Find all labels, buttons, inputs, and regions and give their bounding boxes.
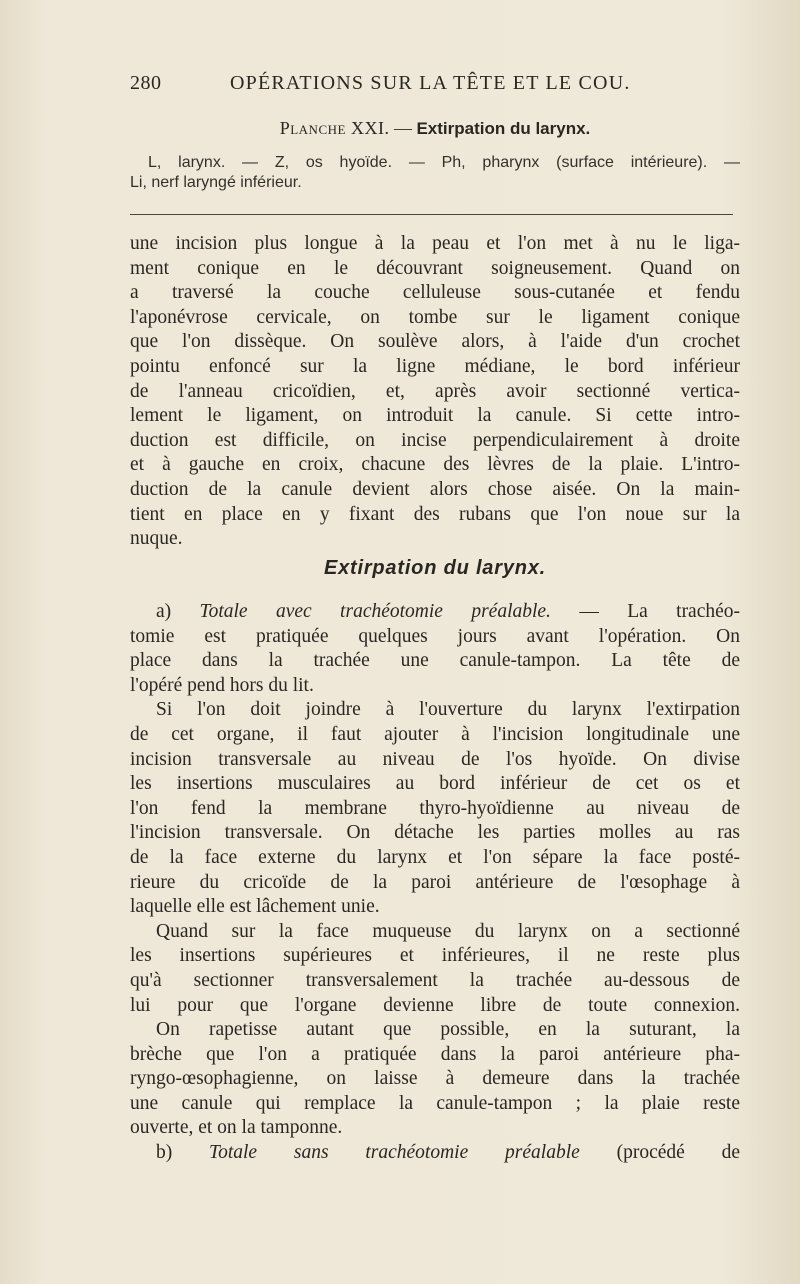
part-a-title: Totale avec trachéotomie préalable. (199, 601, 551, 622)
text-line: duction est difficile, on incise perpendiculairement à droite (130, 429, 740, 451)
divider-rule (130, 214, 733, 215)
text-line: a traversé la couche celluleuse sous-cutanée et fendu (130, 282, 740, 304)
text-line: brèche que l'on a pratiquée dans la paroi antérieure pha- (130, 1043, 740, 1065)
text-line: Si l'on doit joindre à l'ouverture du larynx l'extirpation (156, 699, 740, 721)
text-line: lui pour que l'organe devienne libre de toute connexion. (130, 994, 740, 1016)
text-line: pointu enfoncé sur la ligne médiane, le bord inférieur (130, 355, 740, 377)
text-line: et à gauche en croix, chacune des lèvres de la plaie. L'intro- (130, 454, 740, 476)
text-line: ment conique en le découvrant soigneusement. Quand on (130, 257, 740, 279)
plate-label: Planche XXI. (279, 118, 390, 138)
text-line: incision transversale au niveau de l'os hyoïde. On divise (130, 748, 740, 770)
plate-dash: — (393, 118, 412, 138)
text-line: que l'on dissèque. On soulève alors, à l'aide d'un crochet (130, 331, 740, 353)
text-line: tient en place en y fixant des rubans que l'on noue sur la (130, 503, 740, 525)
text-line: l'on fend la membrane thyro-hyoïdienne au niveau de (130, 797, 740, 819)
text-line: duction de la canule devient alors chose aisée. On la main- (130, 478, 740, 500)
text-line: lement le ligament, on introduit la canule. Si cette intro- (130, 405, 740, 427)
text-line: place dans la trachée une canule-tampon. La tête de (130, 650, 740, 672)
part-b-heading-line (130, 1141, 740, 1166)
part-b-rest: (procédé de (616, 1142, 740, 1164)
text-line: de la face externe du larynx et l'on sépare la face posté- (130, 846, 740, 868)
main-text (130, 600, 740, 1166)
part-a-rest: — La trachéo- (579, 601, 741, 622)
running-title: OPÉRATIONS SUR LA TÊTE ET LE COU. (230, 72, 631, 94)
text-line: Quand sur la face muqueuse du larynx on a sectionné (156, 920, 740, 942)
paragraph-continuation (130, 232, 740, 552)
text-line: l'incision transversale. On détache les parties molles au ras (130, 822, 740, 844)
legend-line: Li, nerf laryngé inférieur. (130, 174, 302, 191)
text-line: tomie est pratiquée quelques jours avant l'opération. On (130, 625, 740, 647)
section-heading: Extirpation du larynx. (323, 557, 547, 579)
text-line: ouverte, et on la tamponne. (130, 1117, 343, 1139)
part-b-title: Totale sans trachéotomie préalable (209, 1142, 580, 1164)
text-line: de l'anneau cricoïdien, et, après avoir sectionné vertica- (130, 380, 740, 402)
text-line: les insertions supérieures et inférieures, il ne reste plus (130, 945, 740, 967)
text-line: de cet organe, il faut ajouter à l'incision longitudinale une (130, 723, 740, 745)
text-line: On rapetisse autant que possible, en la suturant, la (156, 1019, 740, 1041)
plate-title: Extirpation du larynx. (416, 119, 591, 138)
part-a-heading-line (130, 600, 740, 625)
text-line: l'aponévrose cervicale, on tombe sur le ligament conique (130, 306, 740, 328)
page-number: 280 (130, 72, 162, 94)
text-line: qu'à sectionner transversalement la trachée au-dessous de (130, 969, 740, 991)
text-line: laquelle elle est lâchement unie. (130, 896, 380, 918)
text-line: une canule qui remplace la canule-tampon ; la plaie reste (130, 1092, 740, 1114)
text-line: l'opéré pend hors du lit. (130, 674, 314, 696)
plate-caption (130, 118, 740, 139)
text-line: rieure du cricoïde de la paroi antérieure de l'œsophage à (130, 871, 740, 893)
text-line: les insertions musculaires au bord inférieur de cet os et (130, 773, 740, 795)
text-line: une incision plus longue à la peau et l'on met à nu le liga- (130, 233, 740, 254)
part-a-prefix: a) (156, 601, 172, 622)
legend-line: L, larynx. — Z, os hyoïde. — Ph, pharynx (surface intérieure). — (148, 154, 740, 171)
part-b-prefix: b) (156, 1142, 173, 1164)
text-line: ryngo-œsophagienne, on laisse à demeure dans la trachée (130, 1068, 740, 1090)
text-line: nuque. (130, 528, 183, 550)
plate-legend (130, 153, 740, 193)
